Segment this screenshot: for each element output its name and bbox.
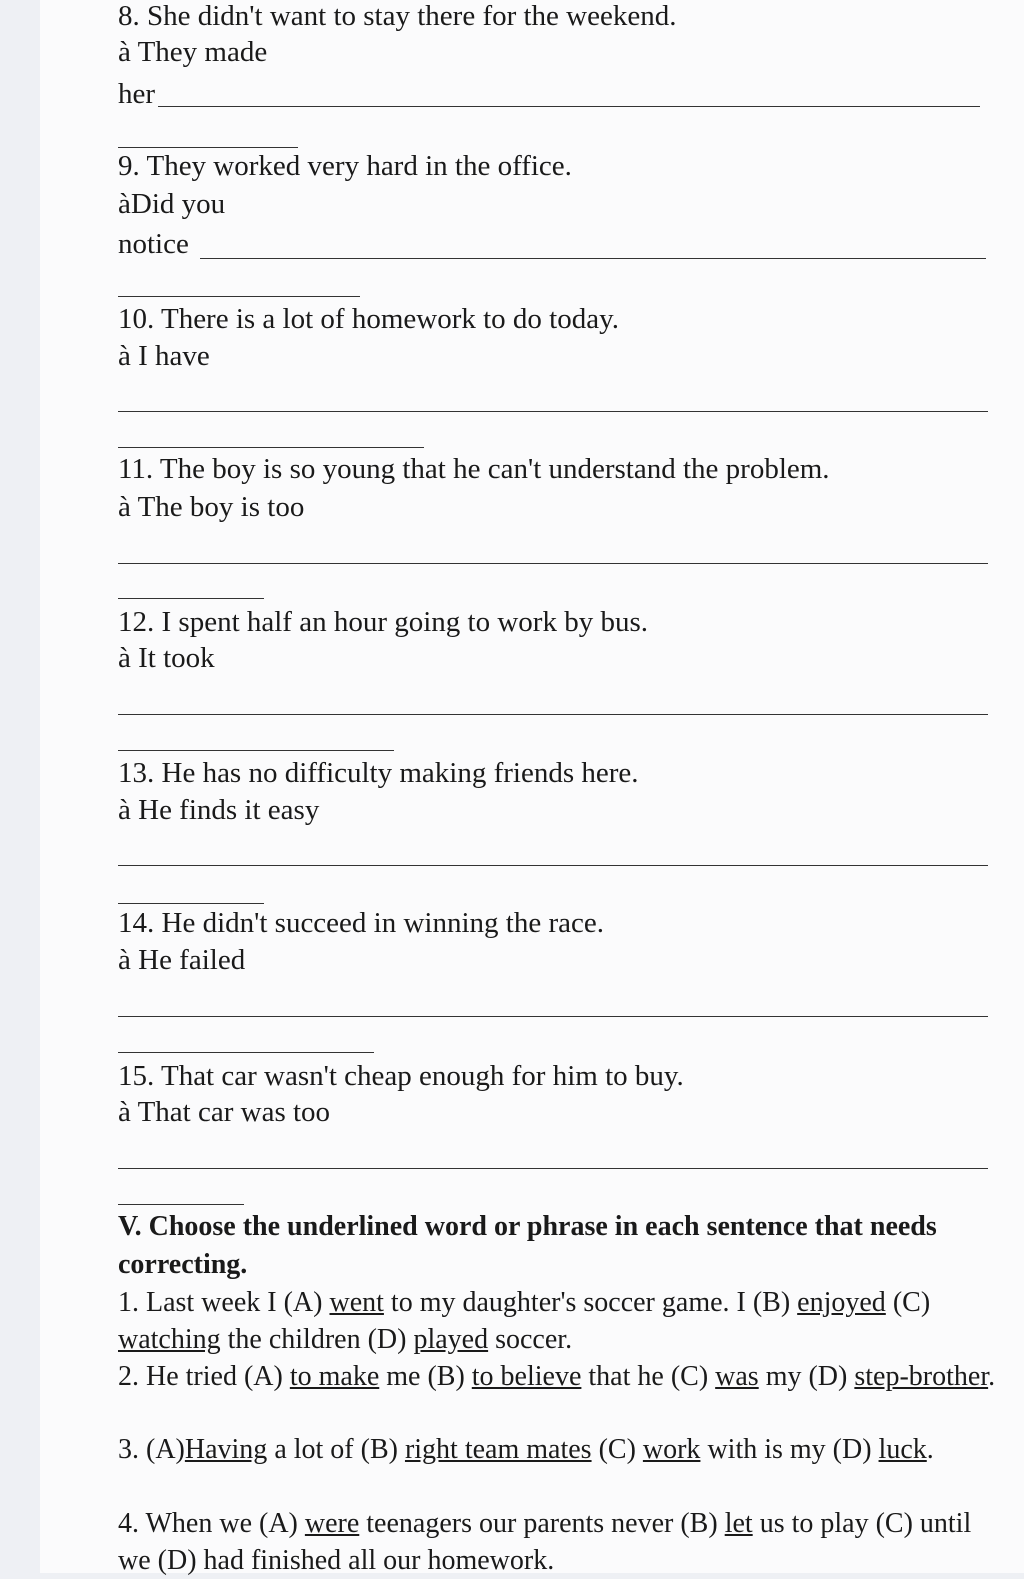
- section-5-title: V. Choose the underlined word or phrase in each sentence that needs correcting.: [118, 1211, 937, 1280]
- option-a[interactable]: went: [329, 1287, 384, 1318]
- exercise-8-continuation: her: [118, 78, 156, 110]
- option-d[interactable]: played: [413, 1324, 489, 1355]
- answer-line-end: [118, 598, 264, 599]
- exercise-13-sentence: 13. He has no difficulty making friends here.: [118, 757, 639, 789]
- exercise-14-sentence: 14. He didn't succeed in winning the race.: [118, 907, 604, 939]
- correction-item-2: 2. He tried (A) to make me (B) to believe that he (C) was my (D) step-brother.: [118, 1361, 996, 1392]
- answer-line-end: [118, 903, 264, 904]
- answer-line-end: [118, 750, 394, 751]
- exercise-8-sentence: 8. She didn't want to stay there for the weekend.: [118, 0, 677, 32]
- option-d[interactable]: luck: [878, 1434, 927, 1465]
- option-a[interactable]: Having: [184, 1434, 268, 1465]
- exercise-14-prompt: à He failed: [118, 944, 246, 976]
- correction-item-3: 3. (A)Having a lot of (B) right team mates (C) work with is my (D) luck.: [118, 1434, 934, 1465]
- option-b[interactable]: to believe: [471, 1361, 582, 1392]
- correction-item-1: 1. Last week I (A) went to my daughter's soccer game. I (B) enjoyed (C) watching the children (D) played soccer.: [118, 1287, 931, 1355]
- exercise-9-continuation: notice: [118, 228, 189, 260]
- exercise-15-sentence: 15. That car wasn't cheap enough for him to buy.: [118, 1060, 684, 1092]
- exercise-9-sentence: 9. They worked very hard in the office.: [118, 150, 572, 182]
- answer-line-end: [118, 1052, 374, 1053]
- option-c[interactable]: work: [642, 1434, 701, 1465]
- exercise-12-prompt: à It took: [118, 642, 215, 674]
- exercise-11-sentence: 11. The boy is so young that he can't understand the problem.: [118, 453, 830, 485]
- answer-line-end: [118, 447, 424, 448]
- answer-line-end: [118, 296, 360, 297]
- option-b[interactable]: enjoyed: [797, 1287, 886, 1318]
- exercise-15-prompt: à That car was too: [118, 1096, 331, 1128]
- answer-line[interactable]: [118, 1168, 988, 1169]
- option-c[interactable]: watching: [118, 1324, 221, 1355]
- answer-line[interactable]: [118, 865, 988, 866]
- option-b[interactable]: let: [724, 1508, 753, 1539]
- exercise-13-prompt: à He finds it easy: [118, 794, 320, 826]
- exercise-10-sentence: 10. There is a lot of homework to do today.: [118, 303, 619, 335]
- answer-line[interactable]: [200, 258, 986, 259]
- answer-line[interactable]: [118, 1016, 988, 1017]
- exercise-11-prompt: à The boy is too: [118, 491, 305, 523]
- option-d[interactable]: step-brother: [854, 1361, 989, 1392]
- option-c[interactable]: was: [715, 1361, 759, 1392]
- answer-line[interactable]: [118, 714, 988, 715]
- worksheet-page: [40, 0, 1024, 1576]
- exercise-10-prompt: à I have: [118, 340, 210, 372]
- answer-line[interactable]: [118, 411, 988, 412]
- answer-line-end: [118, 1204, 244, 1205]
- option-a[interactable]: were: [304, 1508, 360, 1539]
- option-b[interactable]: right team mates: [404, 1434, 592, 1465]
- exercise-12-sentence: 12. I spent half an hour going to work by bus.: [118, 606, 648, 638]
- option-a[interactable]: to make: [289, 1361, 380, 1392]
- correction-item-4: 4. When we (A) were teenagers our parents never (B) let us to play (C) until we (D) had finished all our homework.: [118, 1508, 972, 1576]
- answer-line[interactable]: [158, 106, 980, 107]
- exercise-9-prompt: àDid you: [118, 188, 226, 220]
- answer-line[interactable]: [118, 563, 988, 564]
- exercise-8-prompt: à They made: [118, 36, 268, 68]
